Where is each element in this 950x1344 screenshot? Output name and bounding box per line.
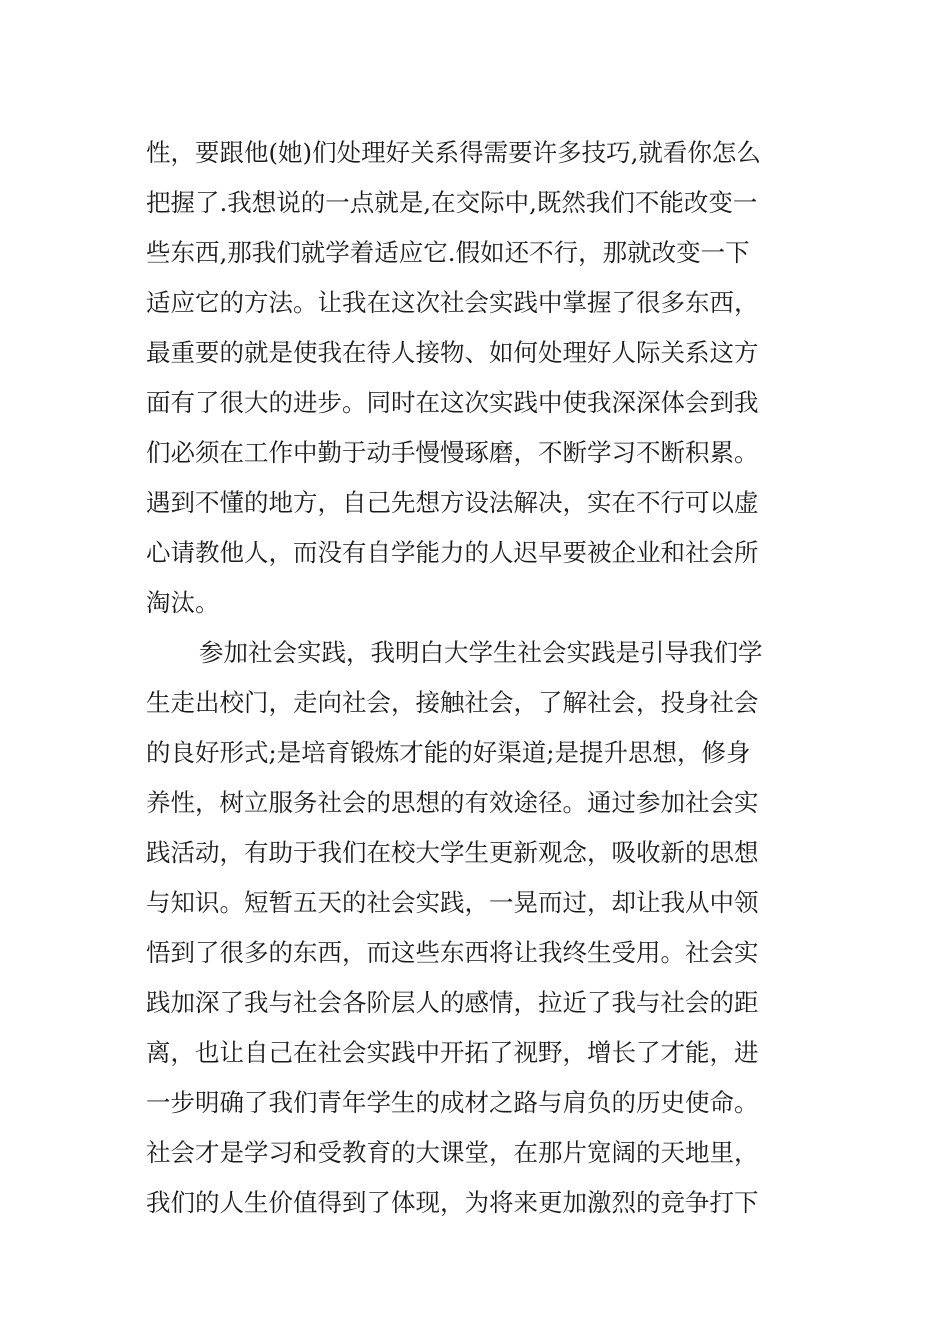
text-line: 社会才是学习和受教育的大课堂，在那片宽阔的天地里， <box>146 1138 759 1167</box>
text-line: 性，要跟他(她)们处理好关系得需要许多技巧,就看你怎么 <box>146 138 761 167</box>
text-line: 遇到不懂的地方，自己先想方设法解决，实在不行可以虚 <box>146 488 759 517</box>
text-line: 生走出校门，走向社会，接触社会，了解社会，投身社会 <box>146 688 759 717</box>
text-line: 与知识。短暂五天的社会实践，一晃而过，却让我从中领 <box>146 888 759 917</box>
paragraph-start-line: 参加社会实践，我明白大学生社会实践是引导我们学 <box>199 638 763 667</box>
text-line: 适应它的方法。让我在这次社会实践中掌握了很多东西， <box>146 288 759 317</box>
text-line: 践加深了我与社会各阶层人的感情，拉近了我与社会的距 <box>146 988 759 1017</box>
text-line: 心请教他人，而没有自学能力的人迟早要被企业和社会所 <box>146 538 759 567</box>
text-line: 把握了.我想说的一点就是,在交际中,既然我们不能改变一 <box>146 188 758 217</box>
text-line: 离，也让自己在社会实践中开拓了视野，增长了才能，进 <box>146 1038 759 1067</box>
text-line: 面有了很大的进步。同时在这次实践中使我深深体会到我 <box>146 388 759 417</box>
text-line: 悟到了很多的东西，而这些东西将让我终生受用。社会实 <box>146 938 759 967</box>
text-line: 们必须在工作中勤于动手慢慢琢磨，不断学习不断积累。 <box>146 438 759 467</box>
text-line: 淘汰。 <box>146 588 220 617</box>
text-line: 最重要的就是使我在待人接物、如何处理好人际关系这方 <box>146 338 759 367</box>
body-text <box>146 128 810 1228</box>
text-line: 我们的人生价值得到了体现，为将来更加激烈的竞争打下 <box>146 1188 759 1217</box>
text-line: 一步明确了我们青年学生的成材之路与肩负的历史使命。 <box>146 1088 759 1117</box>
text-line: 践活动，有助于我们在校大学生更新观念，吸收新的思想 <box>146 838 759 867</box>
text-line: 些东西,那我们就学着适应它.假如还不行，那就改变一下 <box>146 238 750 267</box>
text-line: 的良好形式;是培育锻炼才能的好渠道;是提升思想，修身 <box>146 738 751 767</box>
text-line: 养性，树立服务社会的思想的有效途径。通过参加社会实 <box>146 788 759 817</box>
